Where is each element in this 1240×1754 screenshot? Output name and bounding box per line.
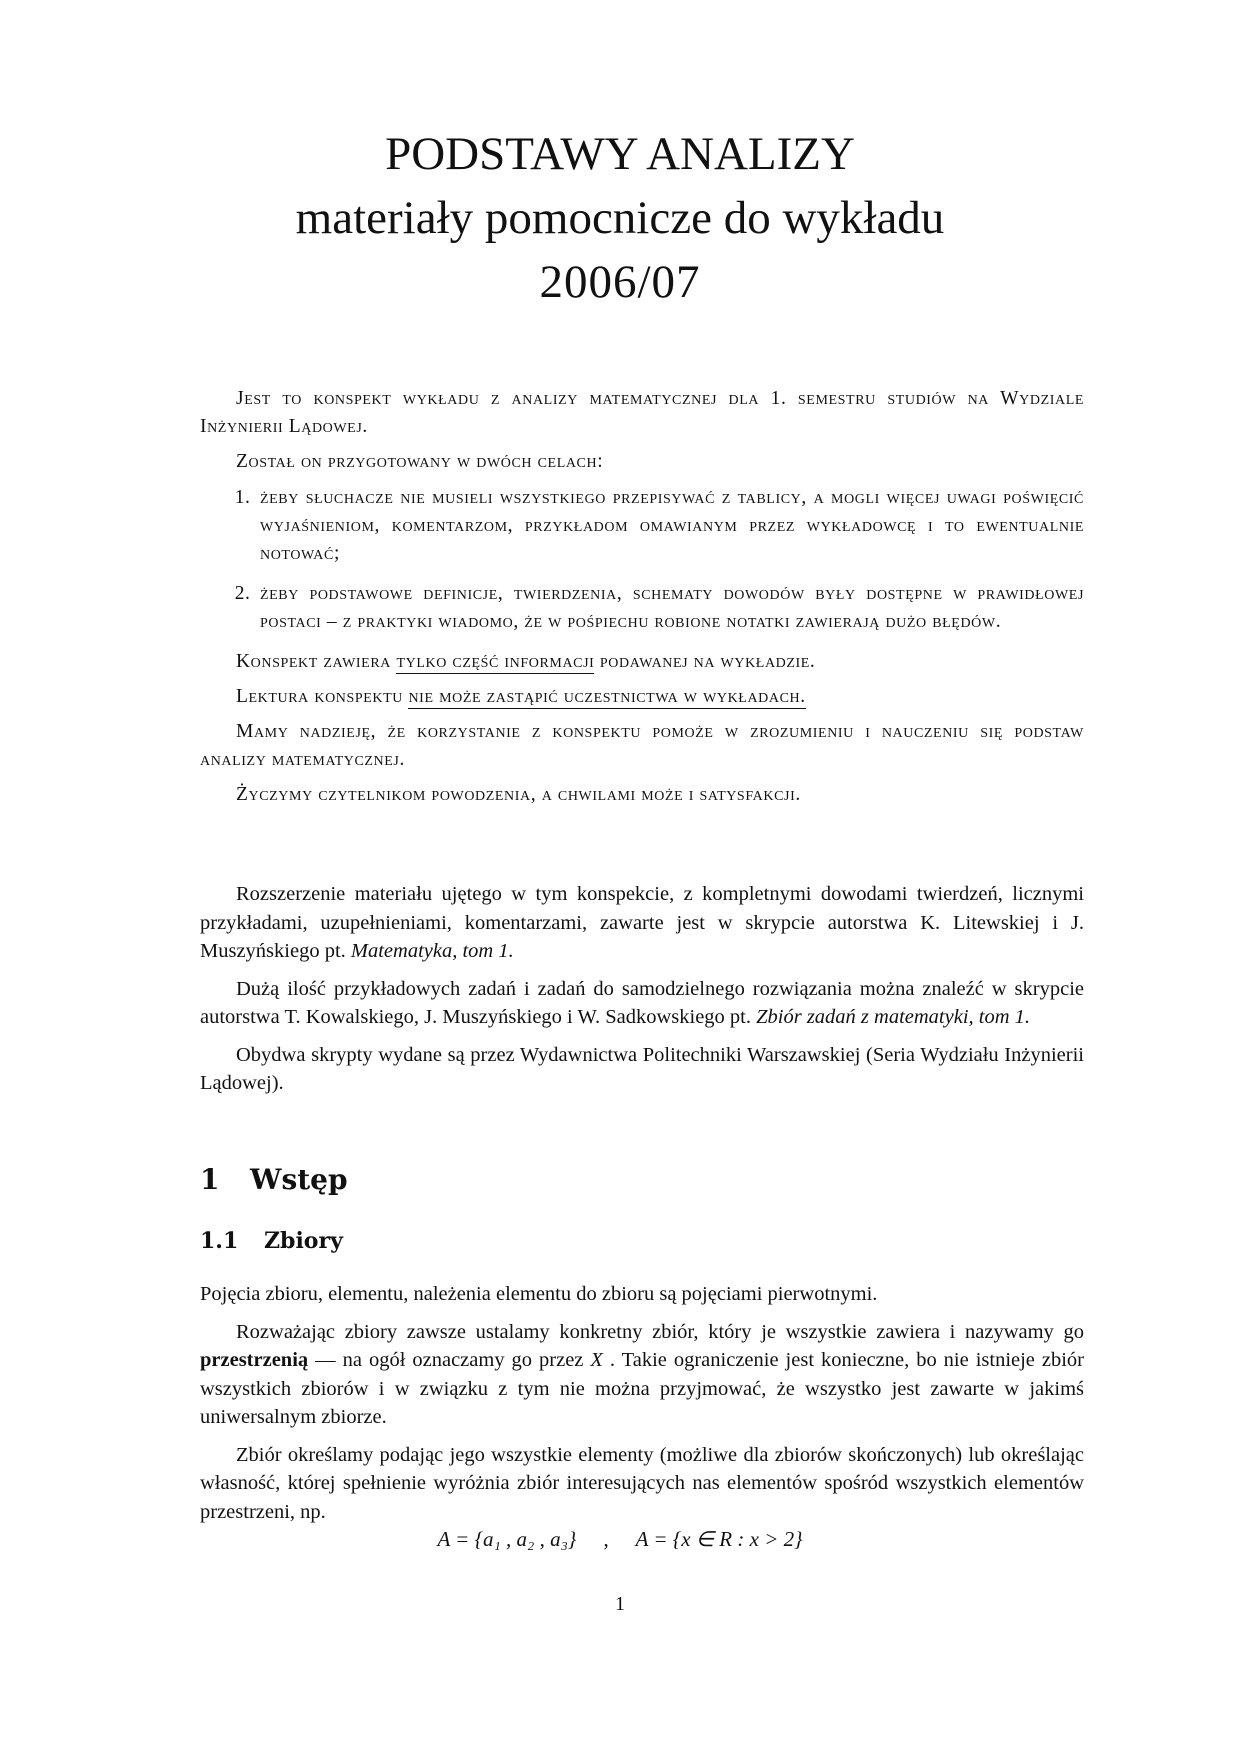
text-span: — na ogół oznaczamy go przez bbox=[308, 1349, 591, 1371]
book-title: Zbiór zadań z matematyki, tom 1. bbox=[756, 1006, 1031, 1028]
body-paragraph bbox=[200, 1318, 1084, 1432]
subsection-title: Zbiory bbox=[264, 1228, 343, 1254]
book-title: Matematyka, tom 1. bbox=[350, 940, 514, 962]
body-paragraph: Zbiór określamy podając jego wszystkie elementy (możliwe dla zbiorów skończonych) lub określając własność, której spełnienie wyróżnia zbiór interesujących nas elementów spośród wszystkich elementów przestrzeni, np. bbox=[200, 1443, 1084, 1523]
intro-paragraph bbox=[200, 648, 1084, 676]
intro-paragraph: Mamy nadzieję, że korzystanie z konspektu pomoże w zrozumieniu i nauczeniu się podstaw analizy matematycznej. bbox=[200, 721, 1084, 770]
math-variable: X bbox=[590, 1349, 603, 1371]
list-item: 2. żeby podstawowe definicje, twierdzenia, schematy dowodów były dostępne w prawidłowej postaci – z praktyki wiadomo, że w pośpiechu robione notatki zawierają dużo błędów. bbox=[256, 580, 1084, 636]
intro-paragraph: Został on przygotowany w dwóch celach: bbox=[236, 451, 604, 472]
title-line-2: materiały pomocnicze do wykładu bbox=[295, 192, 945, 244]
intro-paragraph: Życzymy czytelnikom powodzenia, a chwilami może i satysfakcji. bbox=[236, 784, 801, 805]
formula-right: A = {x ∈ R : x > 2} bbox=[635, 1527, 803, 1551]
text-span: Rozszerzenie materiału ujętego w tym konspekcie, z kompletnymi dowodami twierdzeń, licznymi przykładami, uzupełnieniami, komentarzami, zawarte jest w skrypcie autorstwa K. Litewskiej i J. Muszyńskiego pt. bbox=[200, 883, 1084, 962]
text-span: Dużą ilość przykładowych zadań i zadań do samodzielnego rozwiązania można znaleźć w skrypcie autorstwa T. Kowalskiego, J. Muszyńskiego i W. Sadkowskiego pt. bbox=[200, 977, 1084, 1028]
references-block bbox=[200, 880, 1084, 1107]
underlined-text: nie może zastąpić uczestnictwa w wykładach. bbox=[408, 686, 806, 707]
title-line-1: PODSTAWY ANALIZY bbox=[385, 128, 855, 180]
intro-paragraph: Jest to konspekt wykładu z analizy matematycznej dla 1. semestru studiów na Wydziale Inżynierii Lądowej. bbox=[200, 388, 1084, 437]
display-formula bbox=[0, 1527, 1240, 1552]
text-span: Konspekt zawiera bbox=[236, 651, 397, 672]
page-number: 1 bbox=[615, 1593, 625, 1615]
document-title bbox=[0, 122, 1240, 314]
subsection-heading bbox=[200, 1228, 343, 1254]
body-paragraph: Obydwa skrypty wydane są przez Wydawnictwa Politechniki Warszawskiej (Seria Wydziału Inżynierii Lądowej). bbox=[200, 1043, 1084, 1094]
title-line-3: 2006/07 bbox=[539, 256, 701, 308]
zbiory-block bbox=[200, 1280, 1084, 1535]
body-paragraph: Pojęcia zbioru, elementu, należenia elementu do zbioru są pojęciami pierwotnymi. bbox=[200, 1283, 878, 1305]
formula-separator: , bbox=[603, 1527, 609, 1551]
formula-left: A = {a₁ , a₂ , a₃} bbox=[437, 1527, 577, 1551]
section-number: 1 bbox=[200, 1163, 220, 1196]
underlined-text: tylko część informacji bbox=[396, 651, 595, 672]
text-span: podawanej na wykładzie. bbox=[594, 651, 816, 672]
bold-term: przestrzenią bbox=[200, 1349, 309, 1371]
goals-list bbox=[200, 484, 1084, 636]
intro-paragraph bbox=[200, 683, 1084, 711]
section-title: Wstęp bbox=[250, 1163, 348, 1196]
text-span: . Takie ograniczenie jest konieczne, bo nie istnieje zbiór wszystkich zbiorów i w związku z tym nie można przyjmować, że wszystko jest zawarte w jakimś uniwersalnym zbiorze. bbox=[200, 1349, 1085, 1428]
body-paragraph bbox=[200, 880, 1084, 966]
section-heading bbox=[200, 1163, 348, 1196]
text-span: Lektura konspektu bbox=[236, 686, 409, 707]
intro-block bbox=[200, 385, 1084, 816]
body-paragraph bbox=[200, 975, 1084, 1032]
subsection-number: 1.1 bbox=[200, 1228, 239, 1254]
text-span: Rozważając zbiory zawsze ustalamy konkretny zbiór, który je wszystkie zawiera i nazywamy go bbox=[236, 1320, 1084, 1343]
list-item: 1. żeby słuchacze nie musieli wszystkiego przepisywać z tablicy, a mogli więcej uwagi poświęcić wyjaśnieniom, komentarzom, przykładom omawianym przez wykładowcę i to ewentualnie notować; bbox=[256, 484, 1084, 568]
